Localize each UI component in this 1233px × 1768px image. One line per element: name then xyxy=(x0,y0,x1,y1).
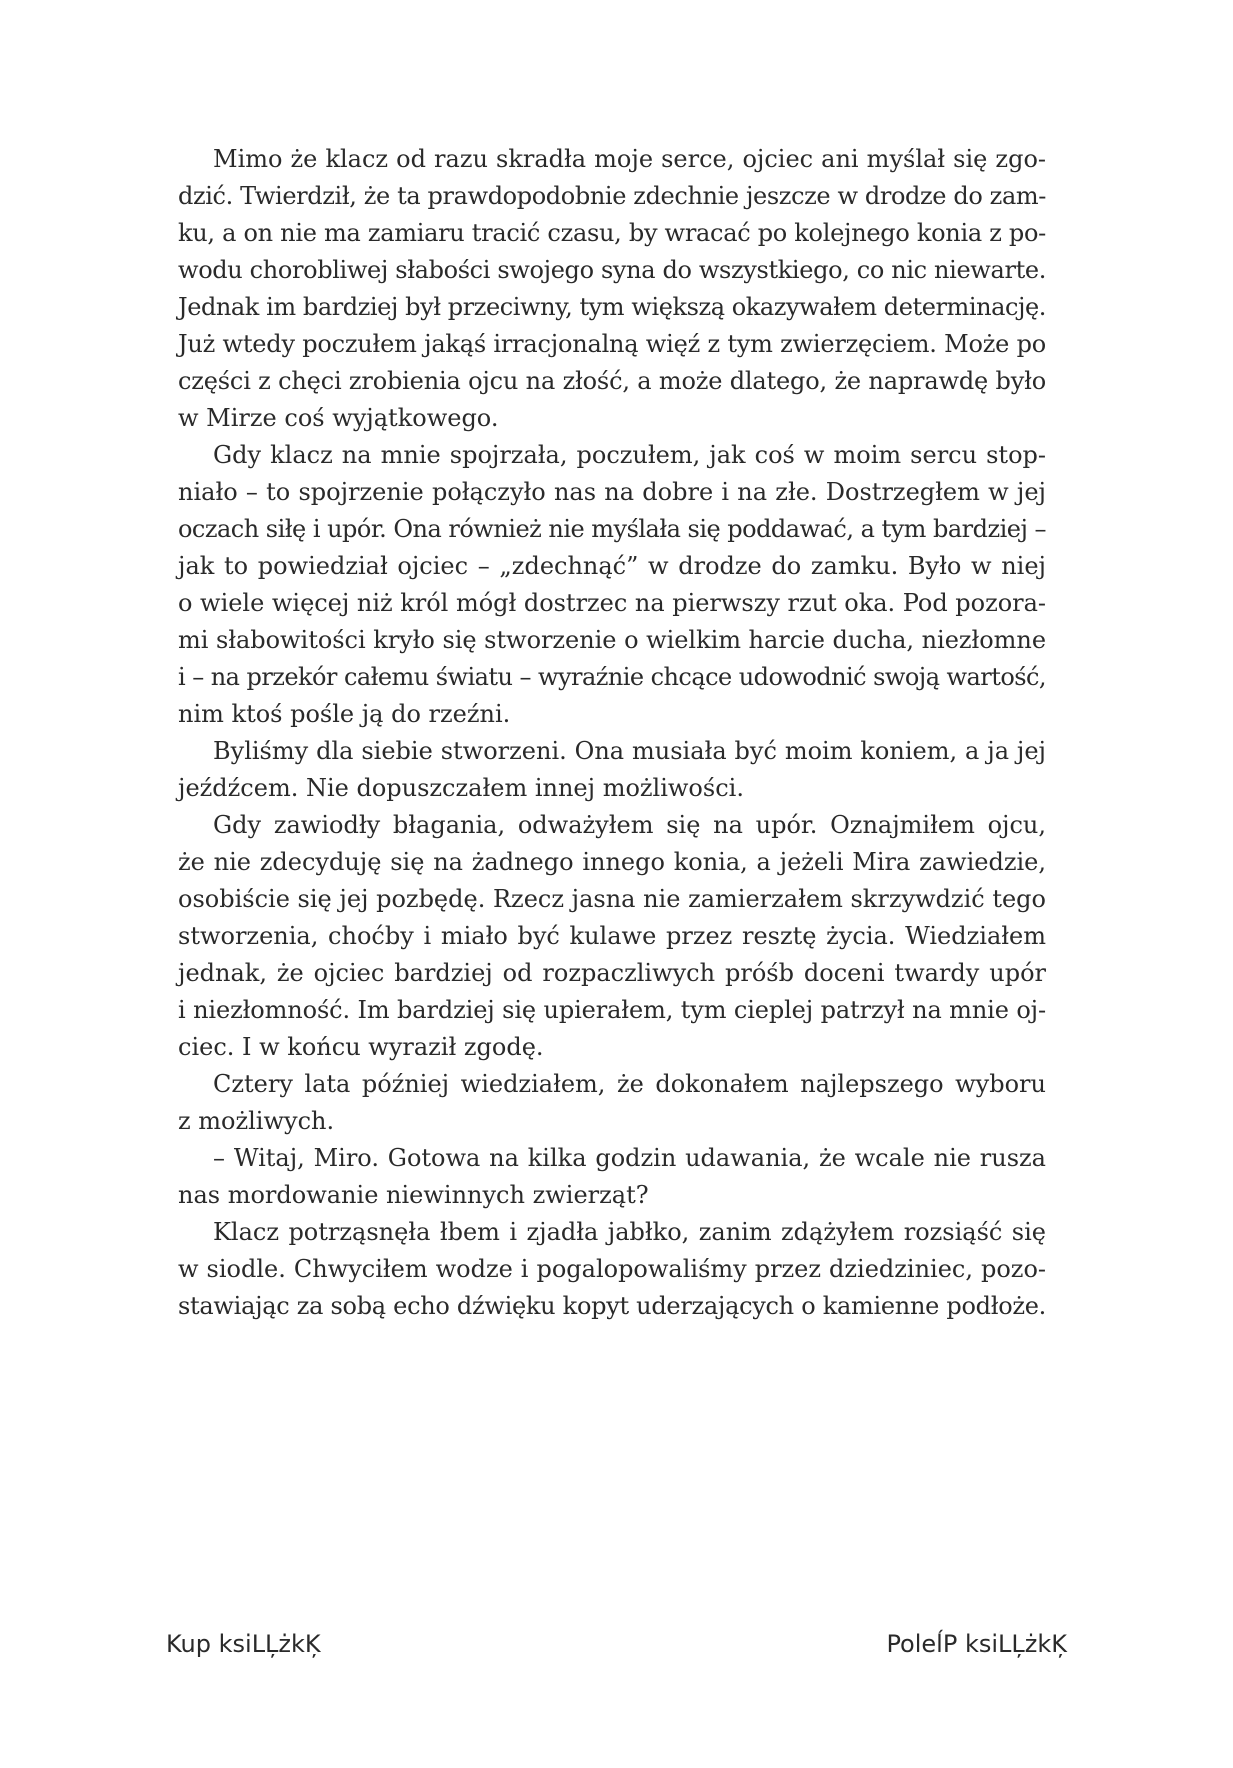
text-line: jeźdźcem. Nie dopuszczałem innej możliwości. xyxy=(178,774,744,802)
text-line: osobiście się jej pozbędę. Rzecz jasna nie zamierzałem skrzywdzić tego xyxy=(178,885,1046,913)
text-line: – Witaj, Miro. Gotowa na kilka godzin udawania, że wcale nie rusza xyxy=(213,1144,1046,1172)
text-line: nim ktoś pośle ją do rzeźni. xyxy=(178,700,511,728)
text-line: dzić. Twierdził, że ta prawdopodobnie zdechnie jeszcze w drodze do zam- xyxy=(178,182,1046,210)
text-line: Już wtedy poczułem jakąś irracjonalną więź z tym zwierzęciem. Może po xyxy=(178,330,1046,358)
text-line: Byliśmy dla siebie stworzeni. Ona musiała być moim koniem, a ja jej xyxy=(213,737,1046,765)
text-line: stawiając za sobą echo dźwięku kopyt uderzających o kamienne podłoże. xyxy=(178,1292,1046,1320)
text-line: Klacz potrząsnęła łbem i zjadła jabłko, zanim zdążyłem rozsiąść się xyxy=(213,1218,1046,1246)
text-line: że nie zdecyduję się na żadnego innego konia, a jeżeli Mira zawiedzie, xyxy=(178,848,1046,876)
text-line: Gdy klacz na mnie spojrzała, poczułem, jak coś w moim sercu stop- xyxy=(213,441,1046,469)
text-line: jak to powiedział ojciec – „zdechnąć” w drodze do zamku. Było w niej xyxy=(178,552,1046,580)
text-line: stworzenia, choćby i miało być kulawe przez resztę życia. Wiedziałem xyxy=(178,922,1046,950)
text-line: i – na przekór całemu światu – wyraźnie chcące udowodnić swoją wartość, xyxy=(178,663,1046,691)
text-line: z możliwych. xyxy=(178,1107,335,1135)
footer-recommend-link[interactable]: PoleĺP ksiLĻżkĶ xyxy=(886,1630,1067,1658)
text-line: jednak, że ojciec bardziej od rozpaczliwych próśb doceni twardy upór xyxy=(178,959,1046,987)
text-line: oczach siłę i upór. Ona również nie myślała się poddawać, a tym bardziej – xyxy=(178,515,1046,543)
text-line: części z chęci zrobienia ojcu na złość, a może dlatego, że naprawdę było xyxy=(178,367,1047,395)
text-line: i niezłomność. Im bardziej się upierałem, tym cieplej patrzył na mnie oj- xyxy=(178,996,1046,1024)
text-line: ku, a on nie ma zamiaru tracić czasu, by wracać po kolejnego konia z po- xyxy=(178,219,1046,247)
text-line: Mimo że klacz od razu skradła moje serce, ojciec ani myślał się zgo- xyxy=(213,145,1046,173)
text-line: Jednak im bardziej był przeciwny, tym większą okazywałem determinację. xyxy=(178,293,1047,321)
text-line: Gdy zawiodły błagania, odważyłem się na upór. Oznajmiłem ojcu, xyxy=(213,811,1046,839)
text-line: w Mirze coś wyjątkowego. xyxy=(178,404,499,432)
text-line: niało – to spojrzenie połączyło nas na dobre i na złe. Dostrzegłem w jej xyxy=(178,478,1046,506)
text-line: Cztery lata później wiedziałem, że dokonałem najlepszego wyboru xyxy=(213,1070,1046,1098)
footer-buy-link[interactable]: Kup ksiLĻżkĶ xyxy=(166,1630,321,1658)
text-line: o wiele więcej niż król mógł dostrzec na pierwszy rzut oka. Pod pozora- xyxy=(178,589,1046,617)
body-text xyxy=(178,141,1046,1325)
text-line: nas mordowanie niewinnych zwierząt? xyxy=(178,1181,649,1209)
text-line: ciec. I w końcu wyraził zgodę. xyxy=(178,1033,544,1061)
text-line: wodu chorobliwej słabości swojego syna do wszystkiego, co nic niewarte. xyxy=(178,256,1046,284)
text-line: mi słabowitości kryło się stworzenie o wielkim harcie ducha, niezłomne xyxy=(178,626,1046,654)
text-line: w siodle. Chwyciłem wodze i pogalopowaliśmy przez dziedziniec, pozo- xyxy=(178,1255,1046,1283)
